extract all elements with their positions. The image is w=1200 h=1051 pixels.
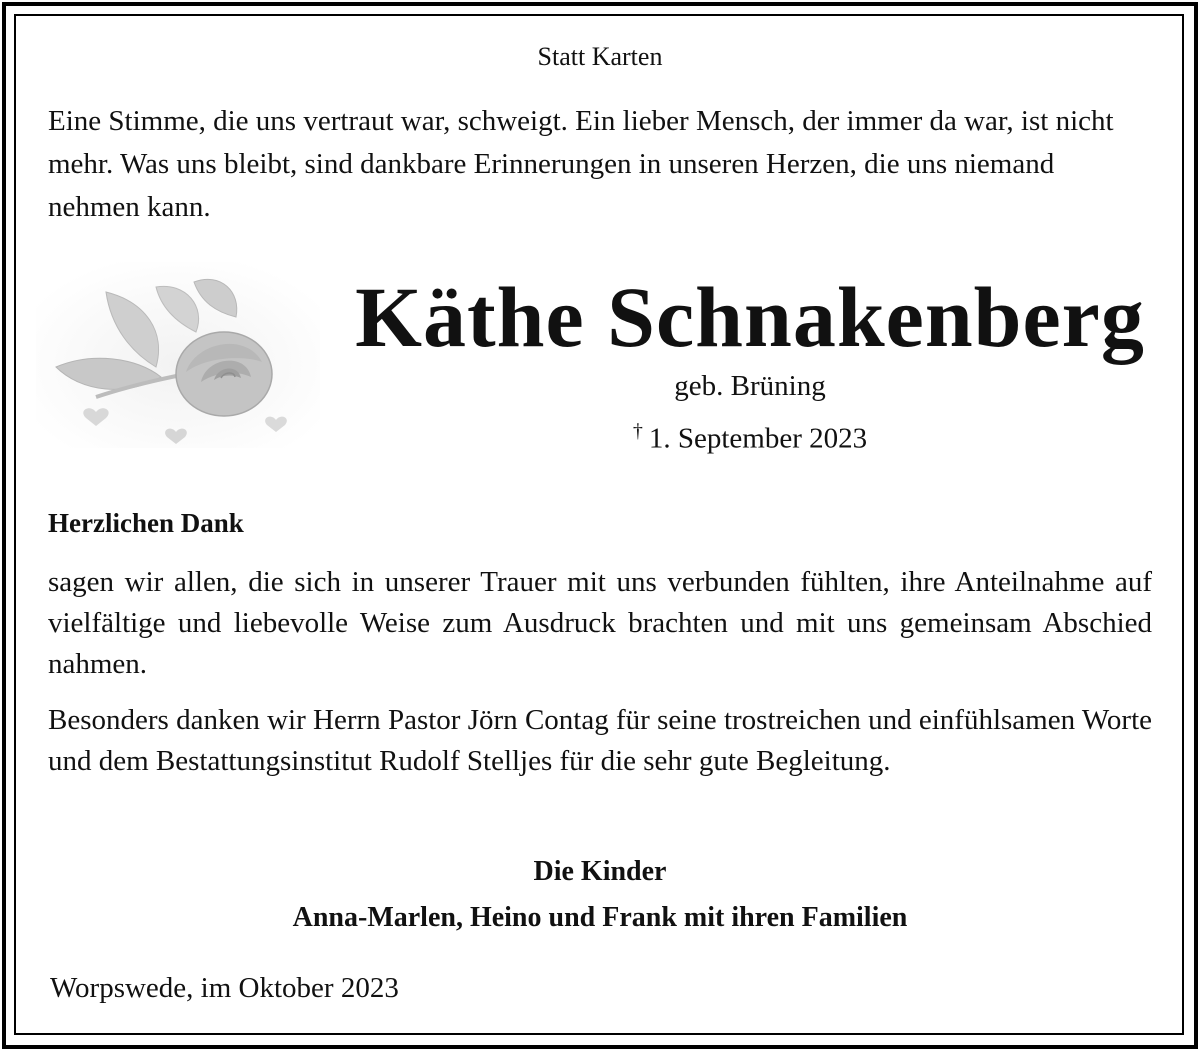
signature-line-2: Anna-Marlen, Heino und Frank mit ihren Familien	[292, 902, 908, 933]
death-date: 1. September 2023	[648, 422, 868, 455]
thanks-paragraph-2: Besonders danken wir Herrn Pastor Jörn Contag für seine trostreichen und einfühlsamen Worte und dem Bestattungsinstitut Rudolf Stelljes für die sehr gute Begleitung.	[48, 704, 1152, 777]
birth-name: geb. Brüning	[674, 370, 826, 402]
thanks-heading: Herzlichen Dank	[48, 508, 244, 538]
death-date-line	[560, 420, 940, 456]
deceased-name: Käthe Schnakenberg	[355, 269, 1145, 365]
rose-image	[36, 262, 320, 448]
rose-icon	[36, 262, 320, 448]
place-date: Worpswede, im Oktober 2023	[50, 972, 399, 1004]
intro-text: Eine Stimme, die uns vertraut war, schweigt. Ein lieber Mensch, der immer da war, ist nicht mehr. Was uns bleibt, sind dankbare Erinnerungen in unseren Herzen, die uns niemand nehmen kann.	[48, 105, 1114, 223]
dagger-symbol: †	[632, 420, 643, 442]
statt-karten: Statt Karten	[537, 42, 663, 71]
thanks-paragraph-1: sagen wir allen, die sich in unserer Trauer mit uns verbunden fühlten, ihre Anteilnahme auf vielfältige und liebevolle Weise zum Ausdruck brachten und mit uns gemeinsam Abschied nahmen.	[48, 566, 1152, 680]
signature-line-1: Die Kinder	[533, 856, 667, 887]
